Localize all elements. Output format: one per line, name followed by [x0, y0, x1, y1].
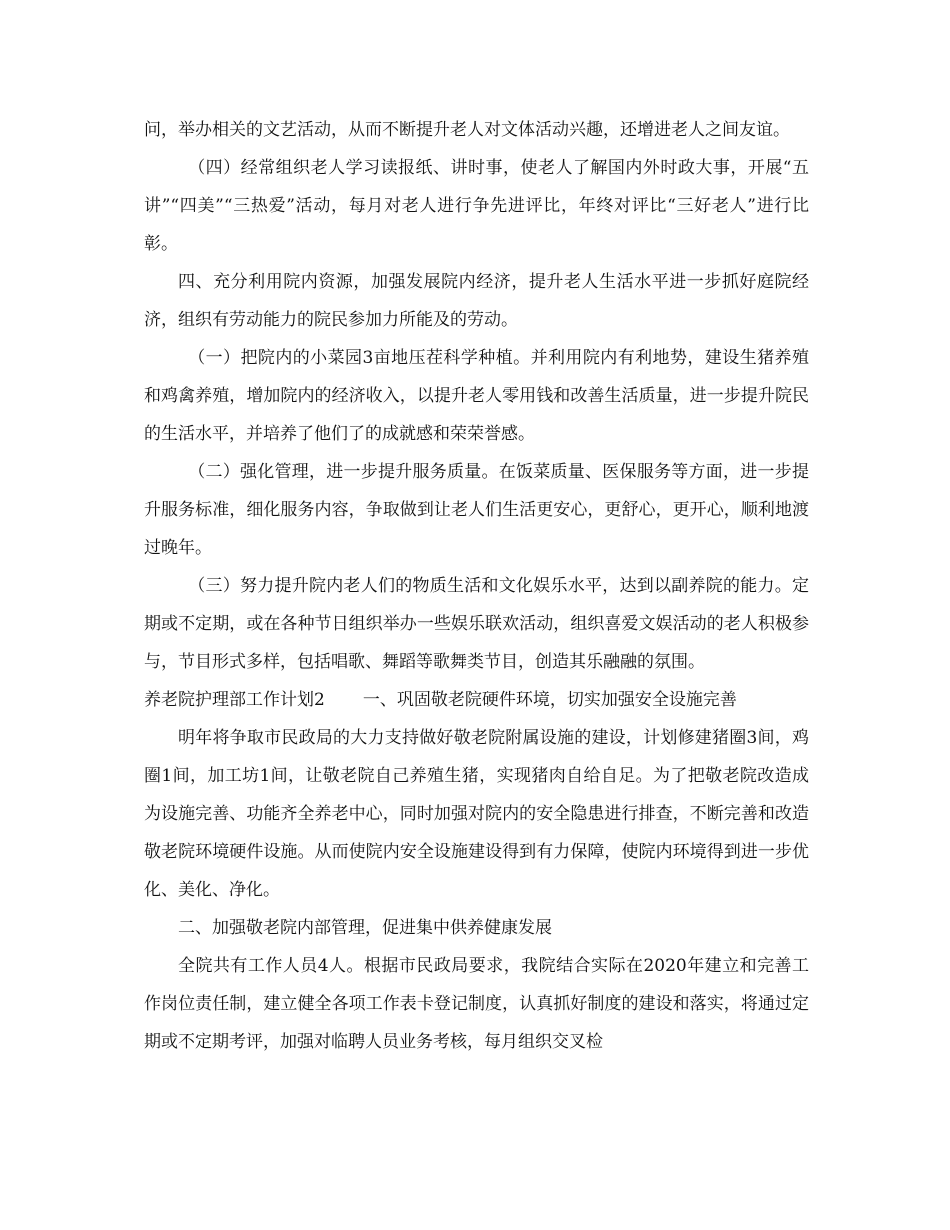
paragraph-item-four: （四）经常组织老人学习读报纸、讲时事，使老人了解国内外时政大事，开展“五讲”“四美”“三热爱”活动，每月对老人进行争先进评比，年终对评比“三好老人”进行比彰。 [144, 158, 809, 254]
paragraph-item-one: （一）把院内的小菜园3亩地压茬科学种植。并利用院内有利地势，建设生猪养殖和鸡禽养殖，增加院内的经济收入，以提升老人零用钱和改善生活质量，进一步提升院民的生活水平，并培养了他们了的成就感和荣荣誉感。 [144, 348, 809, 444]
section-one-heading: 一、巩固敬老院硬件环境，切实加强安全设施完善 [362, 690, 737, 710]
paragraph-item-two: （二）强化管理，进一步提升服务质量。在饭菜质量、医保服务等方面，进一步提升服务标准，细化服务内容，争取做到让老人们生活更安心，更舒心，更开心，顺利地渡过晚年。 [144, 462, 809, 558]
plan-heading-line [144, 681, 809, 719]
paragraph-item-three: （三）努力提升院内老人们的物质生活和文化娱乐水平，达到以副养院的能力。定期或不定期，或在各种节日组织举办一些娱乐联欢活动，组织喜爱文娱活动的老人积极参与，节目形式多样，包括唱歌、舞蹈等歌舞类节目，创造其乐融融的氛围。 [144, 576, 809, 672]
plan-title: 养老院护理部工作计划2 [144, 690, 325, 710]
paragraph-facilities: 明年将争取市民政局的大力支持做好敬老院附属设施的建设，计划修建猪圈3间，鸡圈1间，加工坊1间，让敬老院自己养殖生猪，实现猪肉自给自足。为了把敬老院改造成为设施完善、功能齐全养老中心，同时加强对院内的安全隐患进行排查，不断完善和改造敬老院环境硬件设施。从而使院内安全设施建设得到有力保障，使院内环境得到进一步优化、美化、净化。 [144, 728, 809, 900]
paragraph-staff: 全院共有工作人员4人。根据市民政局要求，我院结合实际在2020年建立和完善工作岗位责任制，建立健全各项工作表卡登记制度，认真抓好制度的建设和落实，将通过定期或不定期考评，加强对临聘人员业务考核，每月组织交叉检 [144, 956, 809, 1052]
document-body [144, 111, 809, 1061]
paragraph-section-four: 四、充分利用院内资源，加强发展院内经济，提升老人生活水平进一步抓好庭院经济，组织有劳动能力的院民参加力所能及的劳动。 [144, 272, 809, 330]
section-two-heading: 二、加强敬老院内部管理，促进集中供养健康发展 [178, 918, 552, 938]
paragraph-continuation: 问，举办相关的文艺活动，从而不断提升老人对文体活动兴趣，还增进老人之间友谊。 [144, 120, 790, 140]
